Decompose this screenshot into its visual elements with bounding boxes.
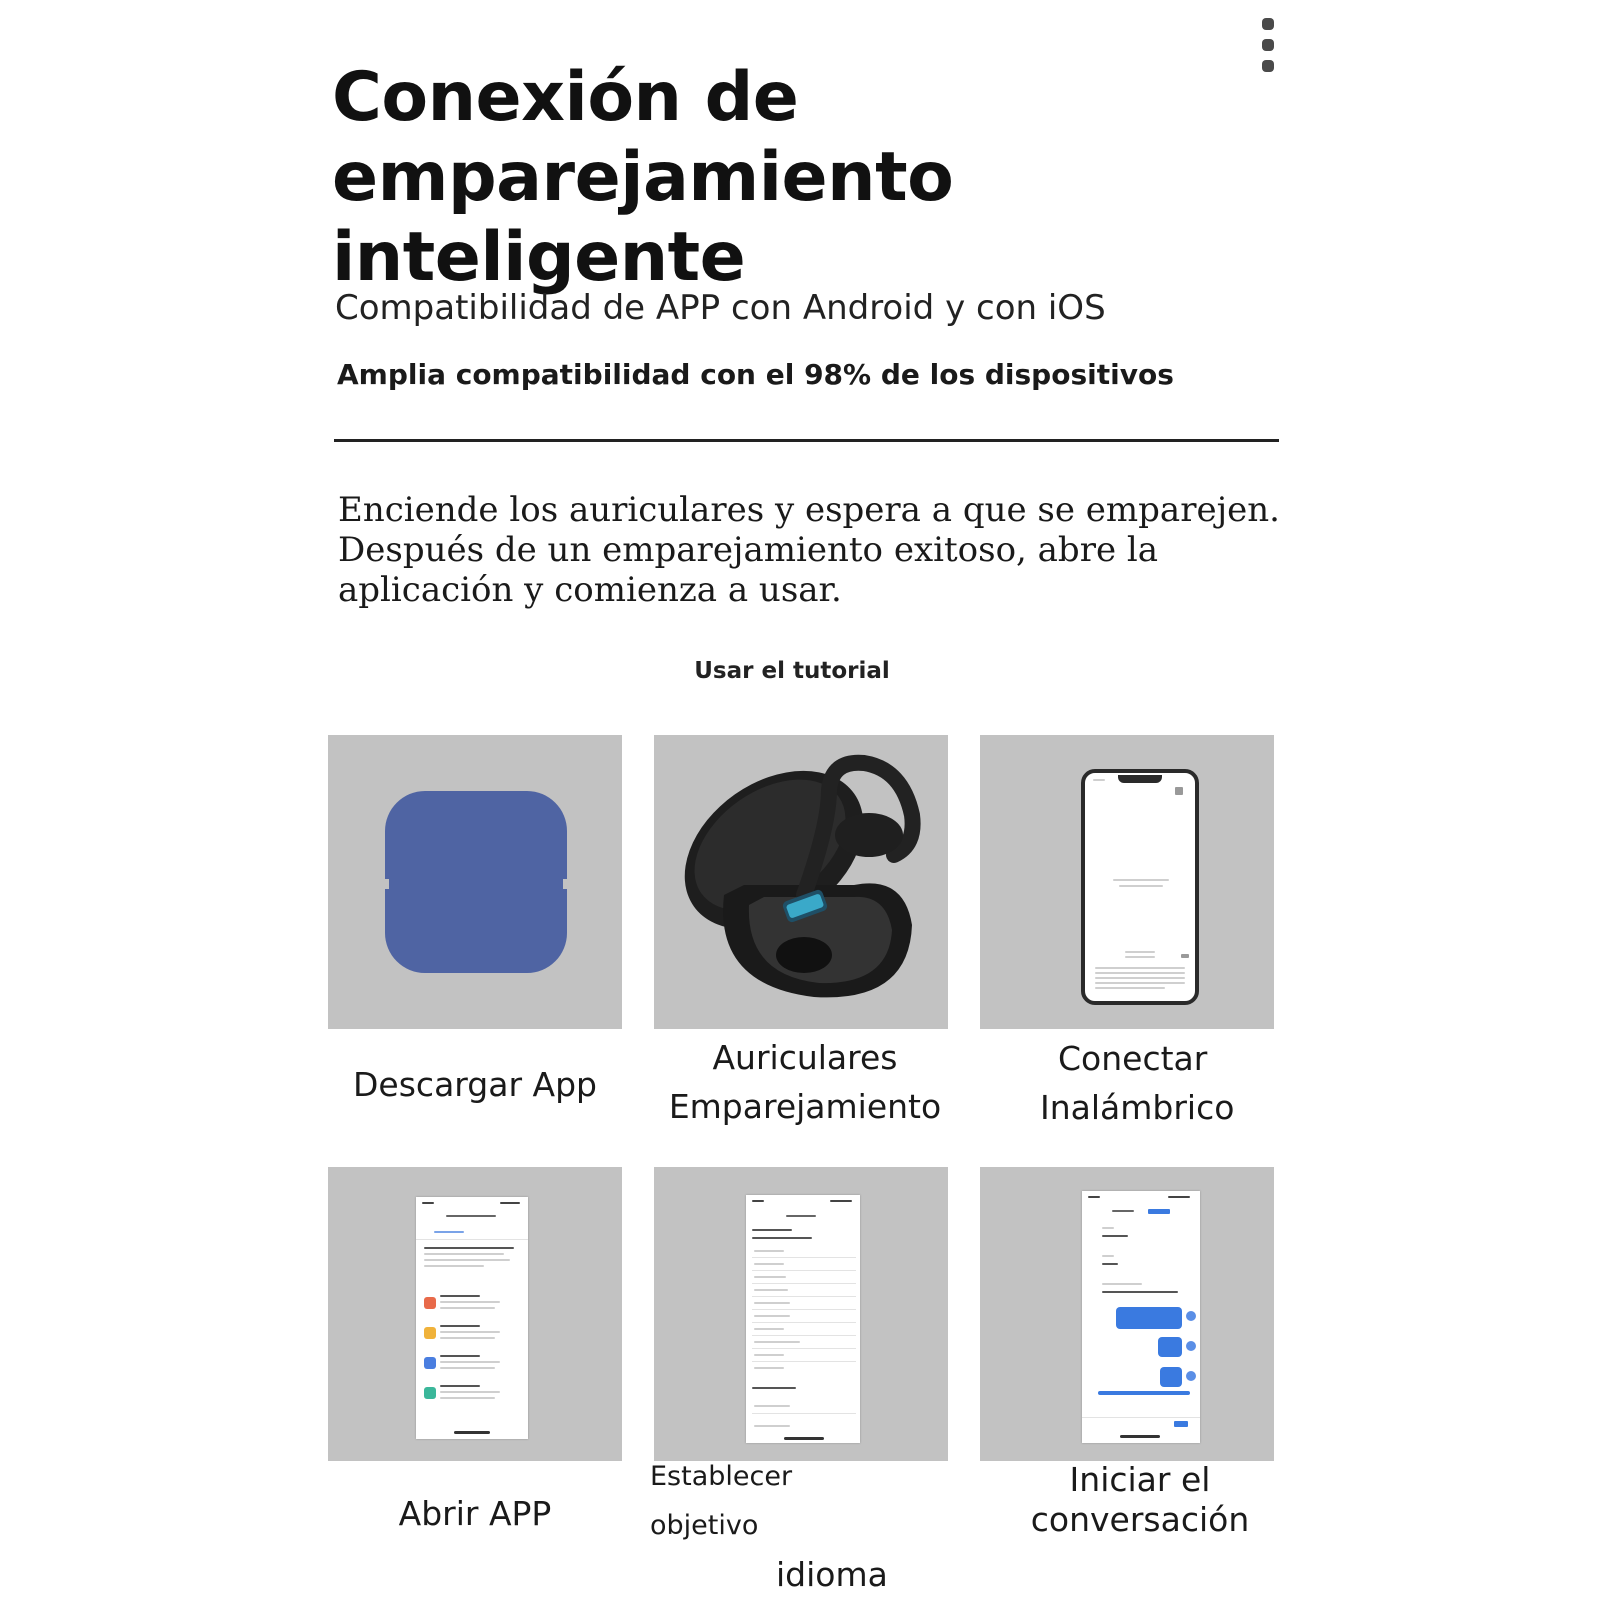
step-2-label-line-1: Auriculares <box>712 1038 898 1077</box>
step-open-app-label <box>320 1489 630 1538</box>
step-earbuds-pairing-image <box>654 735 948 1029</box>
step-6-label-line-2: conversación <box>1030 1500 1250 1539</box>
page-title <box>332 58 1312 298</box>
step-open-app-image <box>328 1167 622 1461</box>
title-line-2: emparejamiento inteligente <box>332 138 954 297</box>
step-connect-wireless-image <box>980 735 1274 1029</box>
phone-app-modes-screen <box>416 1197 528 1439</box>
tutorial-heading: Usar el tutorial <box>694 658 890 684</box>
step-6-label-line-1: Iniciar el <box>1069 1460 1211 1499</box>
step-1-label-line-1: Descargar App <box>353 1065 597 1104</box>
step-start-conversation-image <box>980 1167 1274 1461</box>
compat-highlight: Amplia compatibilidad con el 98% de los dispositivos <box>337 358 1174 391</box>
step-start-conversation-label <box>990 1460 1290 1540</box>
earbuds-case-icon <box>654 735 948 1029</box>
step-3-label-line-2: Inalámbrico <box>1040 1088 1235 1127</box>
step-download-app-label <box>320 1060 630 1109</box>
instructions-line-1: Enciende los auriculares y espera a que se emparejen. <box>338 490 1280 530</box>
step-set-language-image <box>654 1167 948 1461</box>
step-connect-wireless-label <box>1040 1034 1280 1132</box>
step-earbuds-pairing-label <box>650 1033 960 1131</box>
title-line-1: Conexión de <box>332 58 799 137</box>
app-icon <box>385 791 567 973</box>
instructions-line-3: aplicación y comienza a usar. <box>338 570 842 610</box>
phone-chat-screen <box>1082 1191 1200 1443</box>
phone-bluetooth-screen <box>1081 769 1199 1005</box>
divider <box>334 439 1279 442</box>
step-4-label-line-1: Abrir APP <box>398 1494 552 1533</box>
step-set-language-label <box>650 1452 890 1599</box>
instructions-text <box>338 490 1298 610</box>
compat-subtitle: Compatibilidad de APP con Android y con iOS <box>335 288 1106 328</box>
step-5-label-line-1: Establecer objetivo <box>650 1461 793 1541</box>
step-2-label-line-2: Emparejamiento <box>668 1087 942 1126</box>
instructions-line-2: Después de un emparejamiento exitoso, abre la <box>338 530 1159 570</box>
step-5-label-line-2: idioma <box>776 1555 888 1594</box>
step-3-label-line-1: Conectar <box>1058 1039 1208 1078</box>
step-download-app-image <box>328 735 622 1029</box>
phone-language-list-screen <box>746 1195 860 1443</box>
